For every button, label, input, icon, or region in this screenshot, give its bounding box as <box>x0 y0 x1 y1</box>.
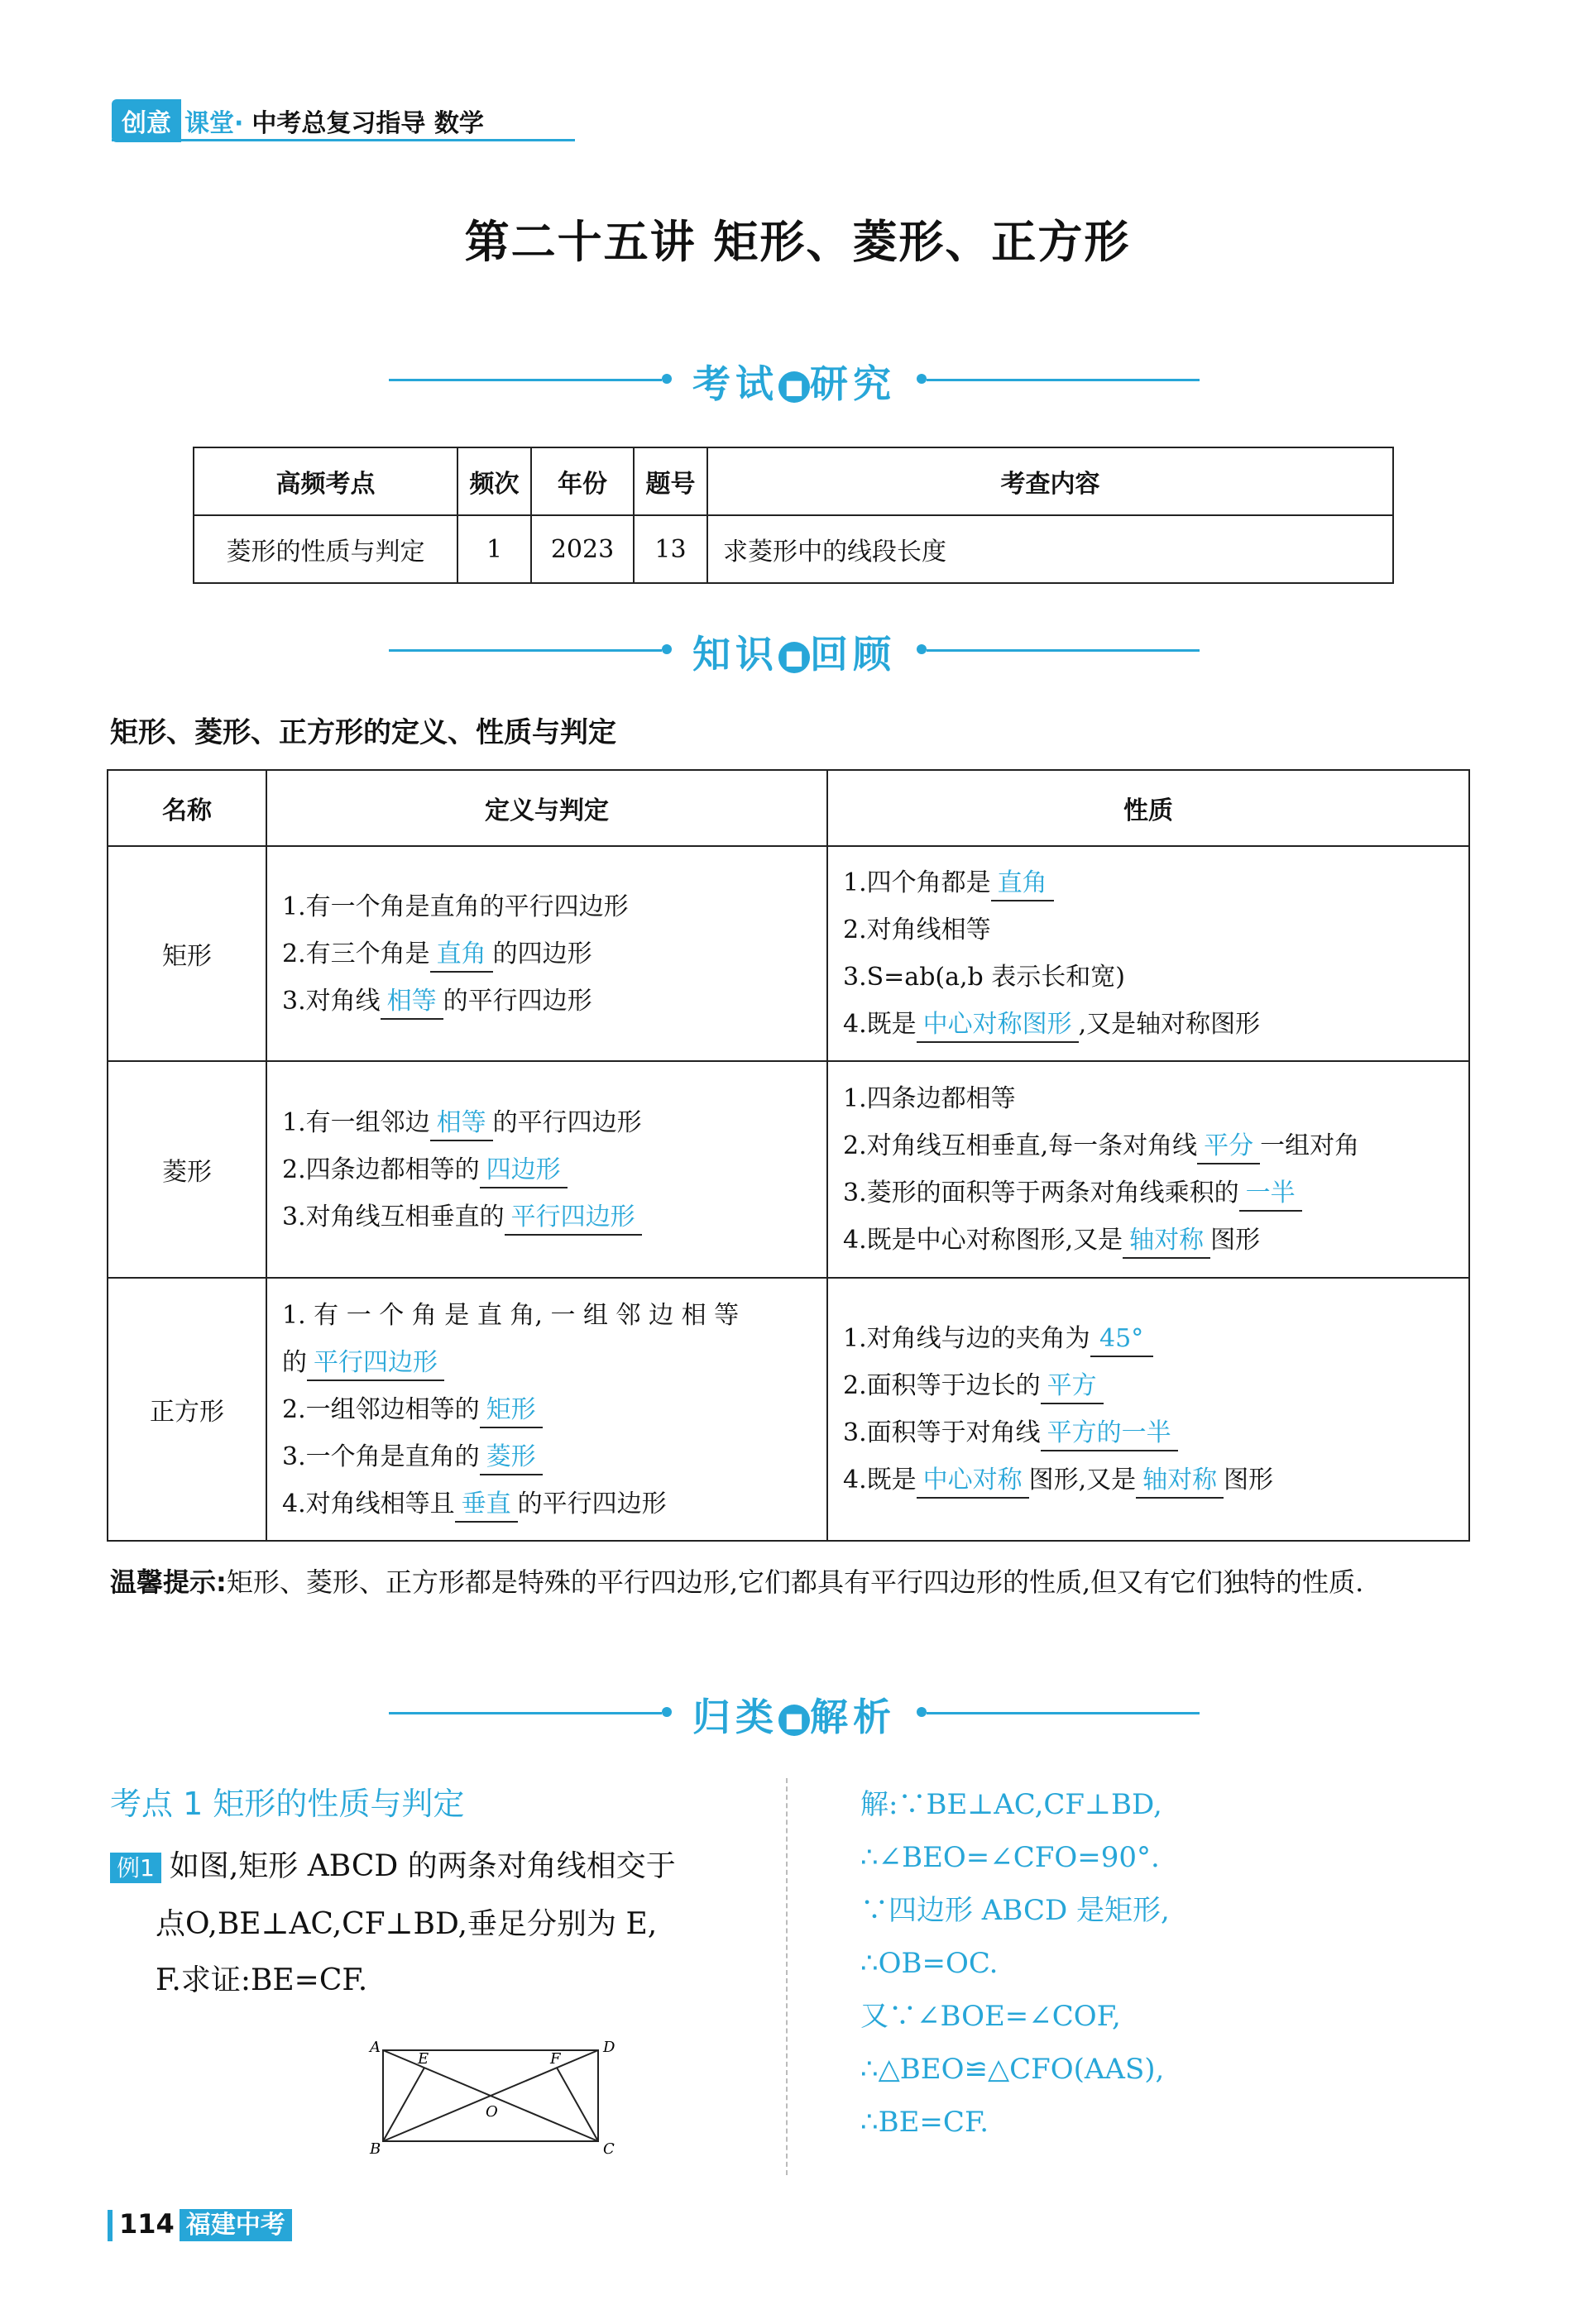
text: 1.四个角都是 <box>843 868 991 897</box>
label-c: C <box>603 2140 615 2158</box>
col-header: 名称 <box>108 770 266 846</box>
column-divider <box>786 1778 788 2175</box>
text: ,又是轴对称图形 <box>1078 1010 1261 1039</box>
col-header: 定义与判定 <box>266 770 827 846</box>
question-line <box>110 1839 772 1896</box>
label-f: F <box>550 2050 561 2068</box>
example-tag: 例1 <box>110 1853 161 1883</box>
text-line <box>843 1169 1454 1217</box>
text: 的平行四边形 <box>492 1107 642 1137</box>
tip-paragraph <box>110 1555 1483 1609</box>
page-title: 第二十五讲 矩形、菱形、正方形 <box>464 215 1131 268</box>
definition-cell <box>266 1061 827 1278</box>
col-header: 频次 <box>457 447 531 515</box>
answer-blank: 中心对称图形 <box>917 1008 1079 1043</box>
question-line: F.求证:BE=CF. <box>156 1963 368 1997</box>
text-line <box>282 930 812 978</box>
segment-be <box>383 2068 424 2141</box>
tip-label: 温馨提示: <box>110 1566 227 1598</box>
exam-point-title: 考点 1 矩形的性质与判定 <box>110 1786 465 1822</box>
cell: 2023 <box>531 515 634 583</box>
text: 一组对角 <box>1260 1131 1360 1160</box>
text: 4.既是 <box>843 1466 917 1494</box>
footer-tag: 福建中考 <box>180 2209 292 2241</box>
col-header: 性质 <box>827 770 1469 846</box>
property-cell <box>827 1061 1469 1278</box>
answer-blank: 直角 <box>430 938 493 973</box>
text: 4.既是中心对称图形,又是 <box>843 1226 1123 1255</box>
row-name: 正方形 <box>108 1278 266 1541</box>
text-line: 2.对角线相等 <box>843 916 991 944</box>
answer-blank: 相等 <box>430 1107 493 1141</box>
table-row <box>194 515 1393 583</box>
section-analysis-title: 归类 ■ 解析 <box>692 1695 896 1739</box>
col-header: 题号 <box>634 447 707 515</box>
text: 图形 <box>1210 1226 1261 1255</box>
page-footer <box>108 2204 292 2241</box>
text: 2.面积等于边长的 <box>843 1371 1041 1400</box>
text-line <box>282 1099 812 1146</box>
definition-cell <box>266 846 827 1061</box>
answer-blank: 一半 <box>1239 1177 1302 1212</box>
text: 4.既是 <box>843 1010 917 1039</box>
text-line <box>282 1386 812 1433</box>
answer-blank: 平行四边形 <box>505 1201 642 1236</box>
col-header: 年份 <box>531 447 634 515</box>
page-header <box>112 99 575 142</box>
text: 2.一组邻边相等的 <box>282 1394 480 1424</box>
text: 3.菱形的面积等于两条对角线乘积的 <box>843 1179 1239 1207</box>
text: 的四边形 <box>492 939 592 968</box>
book-icon: ■ <box>778 642 810 673</box>
row-name: 菱形 <box>108 1061 266 1278</box>
solution <box>860 1778 1522 2149</box>
solution-line: ∴△BEO≌△CFO(AAS), <box>860 2053 1165 2086</box>
row-name: 矩形 <box>108 846 266 1061</box>
text: 的平行四边形 <box>443 986 592 1016</box>
text: 的平行四边形 <box>517 1489 667 1518</box>
solution-line: ∴OB=OC. <box>860 1947 999 1980</box>
answer-blank: 相等 <box>381 985 443 1020</box>
definition-cell <box>266 1278 827 1541</box>
segment-cf <box>557 2068 598 2141</box>
text-line <box>282 1193 812 1241</box>
answer-blank: 45° <box>1090 1322 1153 1357</box>
answer-blank: 矩形 <box>480 1394 543 1428</box>
label-e: E <box>418 2050 429 2068</box>
answer-blank: 菱形 <box>480 1441 543 1475</box>
header-divider <box>112 139 575 141</box>
label-a: A <box>370 2039 381 2056</box>
text-line: 1. 有 一 个 角 是 直 角, 一 组 邻 边 相 等 <box>282 1300 740 1330</box>
text-line: 1.四条边都相等 <box>843 1084 1016 1113</box>
tip-text: 矩形、菱形、正方形都是特殊的平行四边形,它们都具有平行四边形的性质,但又有它们独特的性质. <box>226 1566 1364 1598</box>
text-line: 1.有一个角是直角的平行四边形 <box>282 892 629 921</box>
text-line <box>843 1315 1454 1362</box>
book-icon: ■ <box>778 1705 810 1736</box>
text-line <box>843 1122 1454 1169</box>
answer-blank: 平方 <box>1041 1370 1104 1404</box>
text: 图形,又是 <box>1028 1466 1137 1494</box>
label-b: B <box>370 2140 381 2158</box>
exam-table <box>193 447 1394 584</box>
cell: 1 <box>457 515 531 583</box>
header-tag: 创意 <box>112 99 181 142</box>
text-line <box>282 1146 812 1193</box>
col-header: 高频考点 <box>194 447 457 515</box>
text-line <box>282 1433 812 1480</box>
solution-line: ∴∠BEO=∠CFO=90°. <box>860 1841 1160 1874</box>
text-line <box>282 1339 812 1386</box>
answer-blank: 直角 <box>991 867 1054 901</box>
answer-blank: 平行四边形 <box>307 1346 444 1381</box>
table-row-rect <box>108 846 1469 1061</box>
solution-line: ∵四边形 ABCD 是矩形, <box>860 1894 1170 1927</box>
property-cell <box>827 846 1469 1061</box>
text: 图形 <box>1224 1466 1274 1494</box>
answer-blank: 垂直 <box>455 1488 518 1523</box>
text: 2.对角线互相垂直,每一条对角线 <box>843 1131 1198 1160</box>
text: 1.对角线与边的夹角为 <box>843 1324 1090 1353</box>
section-exam-title: 考试 ■ 研究 <box>692 361 896 406</box>
label-o: O <box>486 2103 498 2121</box>
text-line <box>282 978 812 1025</box>
label-d: D <box>603 2039 615 2056</box>
text-line <box>843 1456 1454 1504</box>
section-review-heading <box>389 616 1200 682</box>
footer-bar <box>108 2210 113 2241</box>
header-title: 中考总复习指导 数学 <box>251 109 484 138</box>
text-line <box>843 859 1454 906</box>
answer-blank: 四边形 <box>480 1154 568 1188</box>
answer-blank: 平分 <box>1197 1130 1260 1164</box>
cell: 求菱形中的线段长度 <box>707 515 1393 583</box>
text: 如图,矩形 ABCD 的两条对角线相交于 <box>169 1849 676 1883</box>
text: 1.有一组邻边 <box>282 1107 430 1137</box>
text-line <box>843 1409 1454 1456</box>
example-question <box>110 1778 772 2173</box>
text: 3.对角线互相垂直的 <box>282 1202 505 1231</box>
section-analysis-heading <box>389 1679 1200 1745</box>
col-header: 考查内容 <box>707 447 1393 515</box>
text-line <box>843 1362 1454 1409</box>
text: 的 <box>282 1347 307 1377</box>
answer-blank: 轴对称 <box>1123 1224 1210 1259</box>
knowledge-table <box>107 769 1470 1542</box>
cell: 13 <box>634 515 707 583</box>
answer-blank: 平方的一半 <box>1041 1417 1178 1451</box>
text: 3.对角线 <box>282 986 381 1016</box>
cell: 菱形的性质与判定 <box>194 515 457 583</box>
knowledge-subtitle: 矩形、菱形、正方形的定义、性质与判定 <box>110 716 616 749</box>
page-number: 114 <box>119 2208 175 2240</box>
header-brand: 课堂· <box>184 109 244 138</box>
text-line: 3.S=ab(a,b 表示长和宽) <box>843 963 1125 992</box>
solution-line: 又∵∠BOE=∠COF, <box>860 2000 1121 2033</box>
text-line <box>843 1217 1454 1264</box>
table-row-square <box>108 1278 1469 1541</box>
text: 2.四条边都相等的 <box>282 1155 480 1184</box>
text: 2.有三个角是 <box>282 939 430 968</box>
text-line <box>282 1480 812 1528</box>
question-line: 点O,BE⊥AC,CF⊥BD,垂足分别为 E, <box>156 1907 658 1941</box>
section-review-title: 知识 ■ 回顾 <box>692 632 896 677</box>
text: 3.面积等于对角线 <box>843 1418 1041 1447</box>
answer-blank: 中心对称 <box>917 1464 1029 1499</box>
answer-blank: 轴对称 <box>1136 1464 1224 1499</box>
solution-line: 解:∵BE⊥AC,CF⊥BD, <box>860 1788 1162 1821</box>
solution-line: ∴BE=CF. <box>860 2106 989 2139</box>
text: 3.一个角是直角的 <box>282 1442 480 1471</box>
section-exam-heading <box>389 346 1200 412</box>
rectangle-figure <box>358 2034 706 2166</box>
property-cell <box>827 1278 1469 1541</box>
table-row-rhombus <box>108 1061 1469 1278</box>
book-icon: ■ <box>778 371 810 403</box>
text-line <box>843 1001 1454 1048</box>
text: 4.对角线相等且 <box>282 1489 455 1518</box>
